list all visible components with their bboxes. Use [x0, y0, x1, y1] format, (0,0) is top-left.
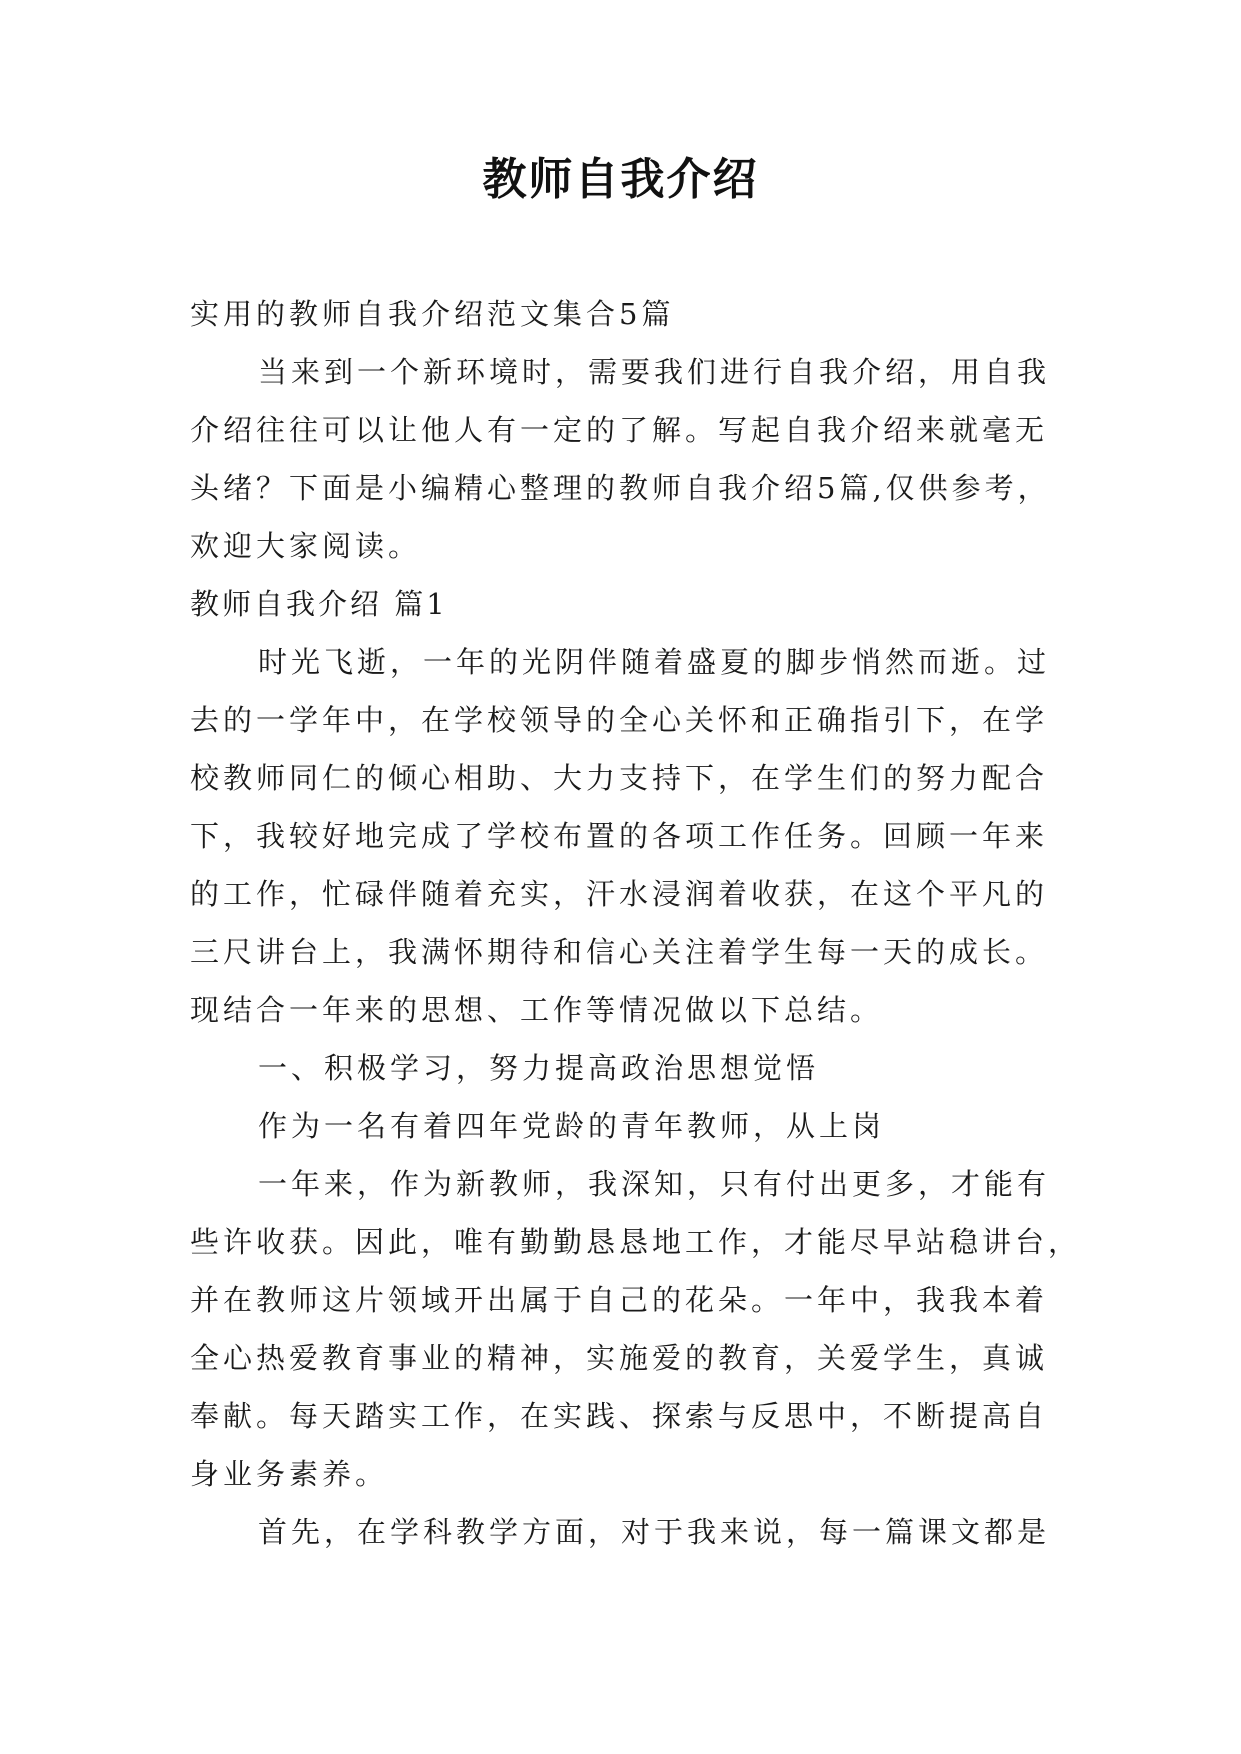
body-line: 现结合一年来的思想、工作等情况做以下总结。	[190, 993, 884, 1027]
body-line: 并在教师这片领域开出属于自己的花朵。一年中，我我本着	[190, 1283, 1049, 1317]
body-line: 欢迎大家阅读。	[190, 529, 422, 563]
body-line: 些许收获。因此，唯有勤勤恳恳地工作，才能尽早站稳讲台，	[190, 1225, 1082, 1259]
body-line: 头绪？下面是小编精心整理的教师自我介绍5篇,仅供参考，	[190, 471, 1051, 505]
document-body	[190, 285, 1082, 1561]
body-line: 身业务素养。	[190, 1457, 389, 1491]
section-heading: 教师自我介绍 篇1	[190, 587, 448, 621]
body-line: 一年来，作为新教师，我深知，只有付出更多，才能有	[258, 1167, 1051, 1201]
document-title: 教师自我介绍	[482, 154, 759, 205]
body-line: 的工作，忙碌伴随着充实，汗水浸润着收获，在这个平凡的	[190, 877, 1049, 911]
body-line: 当来到一个新环境时，需要我们进行自我介绍，用自我	[258, 355, 1051, 389]
body-line-subtitle: 实用的教师自我介绍范文集合5篇	[190, 297, 675, 331]
body-line: 校教师同仁的倾心相助、大力支持下，在学生们的努力配合	[190, 761, 1049, 795]
body-line: 时光飞逝，一年的光阴伴随着盛夏的脚步悄然而逝。过	[258, 645, 1051, 679]
body-line: 下，我较好地完成了学校布置的各项工作任务。回顾一年来	[190, 819, 1049, 853]
body-line: 奉献。每天踏实工作，在实践、探索与反思中，不断提高自	[190, 1399, 1049, 1433]
body-line: 首先，在学科教学方面，对于我来说，每一篇课文都是	[258, 1515, 1051, 1549]
body-line: 全心热爱教育事业的精神，实施爱的教育，关爱学生，真诚	[190, 1341, 1049, 1375]
body-line: 去的一学年中，在学校领导的全心关怀和正确指引下，在学	[190, 703, 1049, 737]
body-line: 三尺讲台上，我满怀期待和信心关注着学生每一天的成长。	[190, 935, 1049, 969]
body-line: 作为一名有着四年党龄的青年教师，从上岗	[258, 1109, 886, 1143]
subsection-heading: 一、积极学习，努力提高政治思想觉悟	[258, 1051, 820, 1085]
body-line: 介绍往往可以让他人有一定的了解。写起自我介绍来就毫无	[190, 413, 1049, 447]
